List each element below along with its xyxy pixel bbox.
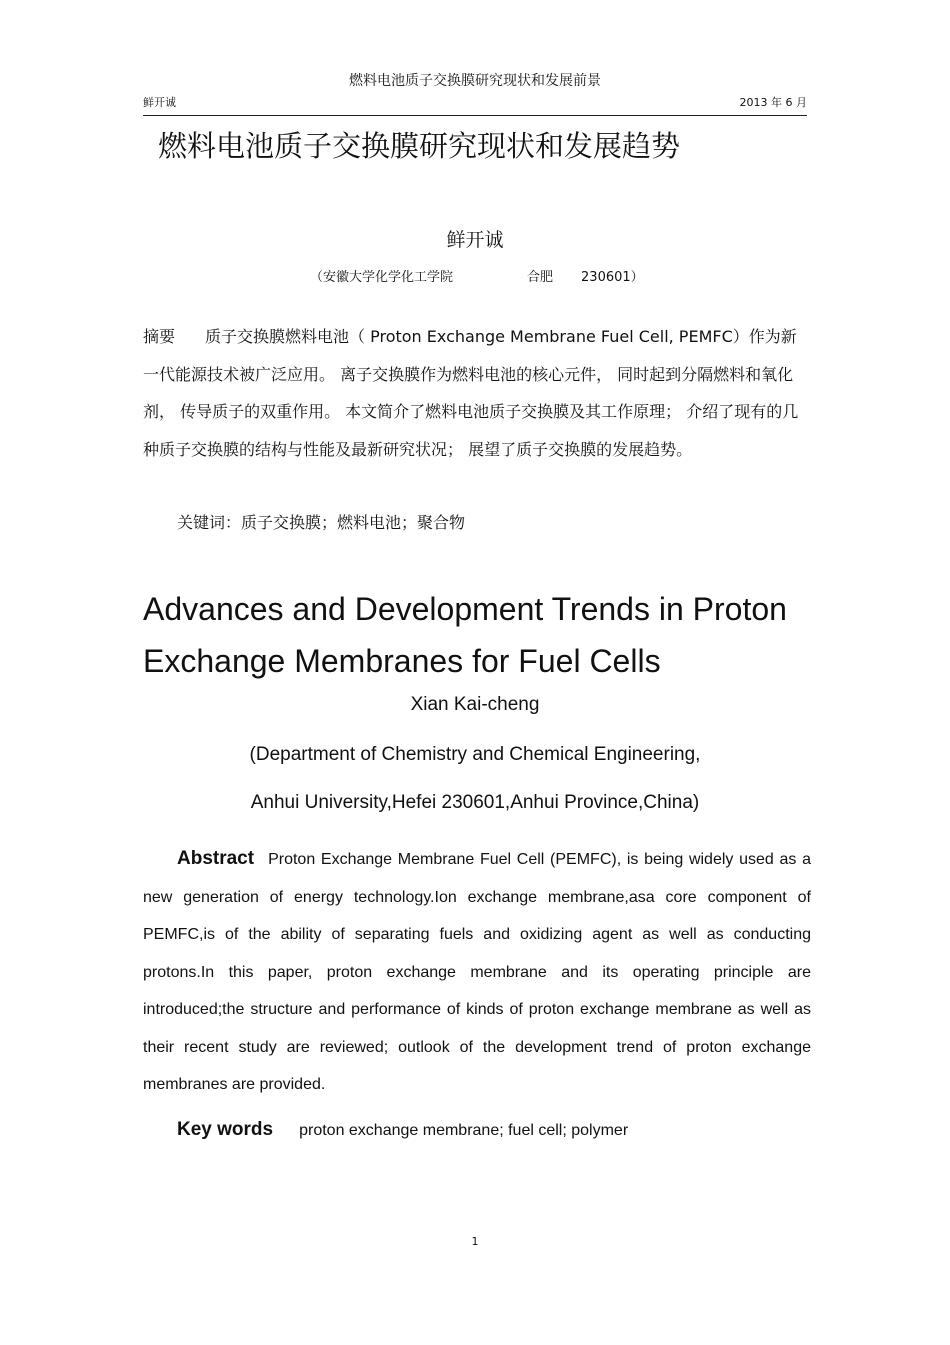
english-keywords	[177, 1116, 628, 1145]
chinese-author: 鲜开诚	[446, 229, 504, 251]
chinese-abstract	[143, 318, 807, 468]
affiliation-city: 合肥	[527, 270, 554, 285]
chinese-abstract-label: 摘要	[143, 327, 176, 346]
english-author: Xian Kai-cheng	[410, 694, 540, 715]
header-divider	[143, 115, 807, 116]
english-keywords-text: proton exchange membrane; fuel cell; polymer	[299, 1122, 629, 1139]
english-keywords-label: Key words	[177, 1119, 274, 1140]
chinese-affiliation	[310, 268, 644, 288]
header-row	[143, 95, 807, 112]
english-affiliation-line1: (Department of Chemistry and Chemical Engineering,	[249, 744, 701, 765]
english-title: Advances and Development Trends in Proton Exchange Membranes for Fuel Cells	[143, 591, 787, 679]
affiliation-postcode: 230601）	[581, 270, 644, 285]
affiliation-institution: （安徽大学化学化工学院	[310, 270, 454, 285]
english-affiliation-line2: Anhui University,Hefei 230601,Anhui Province,China)	[250, 792, 700, 813]
header-author: 鲜开诚	[143, 96, 176, 109]
english-abstract	[143, 840, 811, 1104]
chinese-abstract-text: 质子交换膜燃料电池（ Proton Exchange Membrane Fuel Cell, PEMFC）作为新一代能源技术被广泛应用。 离子交换膜作为燃料电池的核心元件， 同时起到分隔燃料和氧化剂， 传导质子的双重作用。 本文简介了燃料电池质子交换膜及其工作原理； 介绍了现有的几种质子交换膜的结构与性能及最新研究状况； 展望了质子交换膜的发展趋势。	[143, 327, 799, 459]
header-date: 2013 年 6 月	[739, 96, 807, 109]
running-header-title: 燃料电池质子交换膜研究现状和发展前景	[349, 73, 601, 89]
page-number: 1	[471, 1235, 479, 1248]
english-abstract-text: Proton Exchange Membrane Fuel Cell (PEMFC), is being widely used as a new generation of energy technology.Ion exchange membrane,asa core component of PEMFC,is of the ability of separating fuels and oxidizing agent as well as conducting protons.In this paper, proton exchange membrane and its operating principle are introduced;the structure and performance of kinds of proton exchange membrane as well as their recent study are reviewed; outlook of the development trend of proton exchange membranes are provided.	[143, 851, 811, 1093]
chinese-keywords: 关键词：质子交换膜；燃料电池；聚合物	[177, 513, 466, 532]
chinese-title: 燃料电池质子交换膜研究现状和发展趋势	[158, 129, 681, 163]
english-abstract-label: Abstract	[177, 848, 255, 869]
